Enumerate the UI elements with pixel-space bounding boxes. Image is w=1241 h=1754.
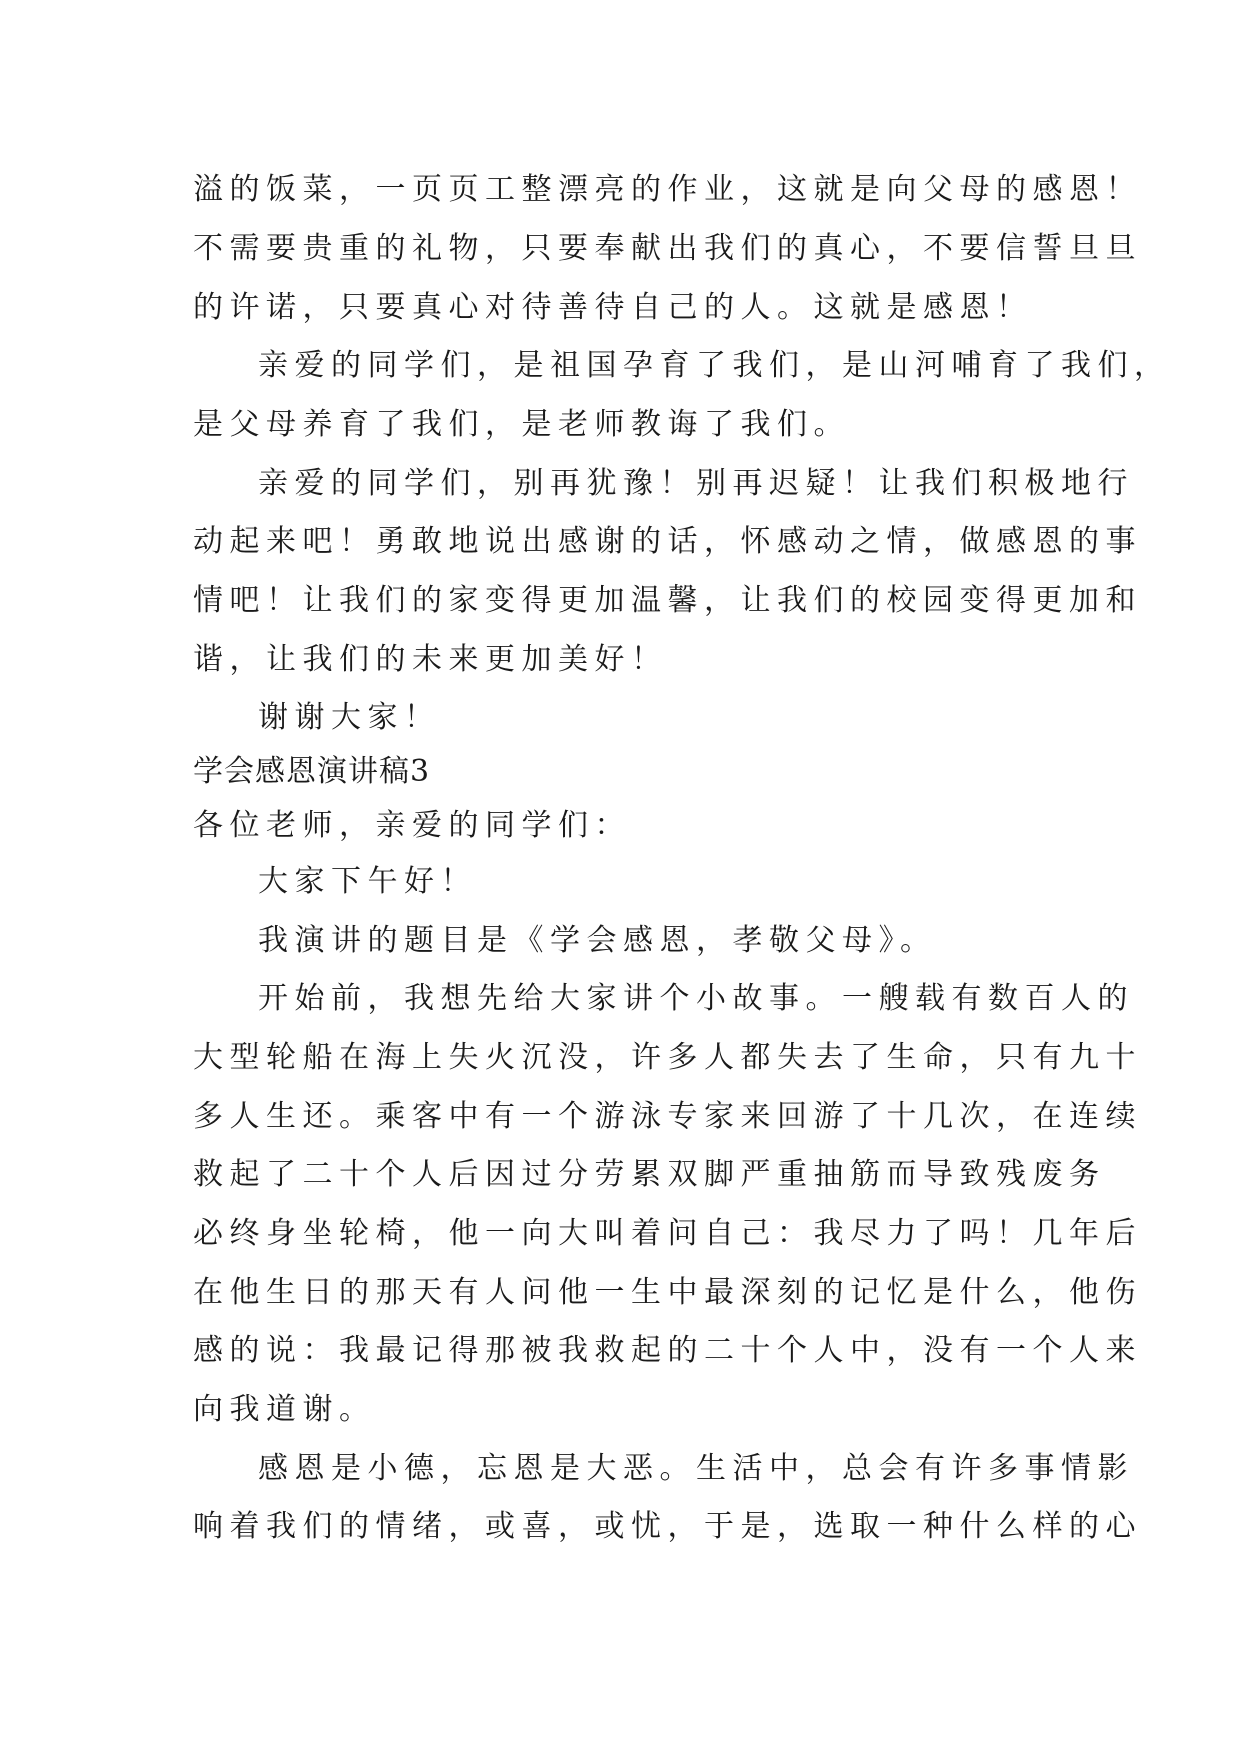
paragraph-start-line: 亲爱的同学们，别再犹豫！别再迟疑！让我们积极地行 (258, 466, 1134, 501)
text-line: 是父母养育了我们，是老师教诲了我们。 (193, 407, 850, 442)
text-line: 大型轮船在海上失火沉没，许多人都失去了生命，只有九十 (193, 1040, 1142, 1075)
paragraph-start-line: 感恩是小德，忘恩是大恶。生活中，总会有许多事情影 (258, 1451, 1134, 1486)
text-line: 谐，让我们的未来更加美好！ (193, 642, 668, 677)
paragraph-start-line: 谢谢大家！ (258, 700, 441, 735)
paragraph-start-line: 开始前，我想先给大家讲个小故事。一艘载有数百人的 (258, 981, 1134, 1016)
text-line: 动起来吧！勇敢地说出感谢的话，怀感动之情，做感恩的事 (193, 524, 1142, 559)
paragraph-start-line: 亲爱的同学们，是祖国孕育了我们，是山河哺育了我们， (258, 348, 1171, 383)
text-line: 必终身坐轮椅，他一向大叫着问自己：我尽力了吗！几年后 (193, 1216, 1142, 1251)
text-line: 溢的饭菜，一页页工整漂亮的作业，这就是向父母的感恩！ (193, 172, 1142, 207)
text-line: 在他生日的那天有人问他一生中最深刻的记忆是什么，他伤 (193, 1275, 1142, 1310)
text-line: 向我道谢。 (193, 1392, 376, 1427)
paragraph-start-line: 我演讲的题目是《学会感恩，孝敬父母》。 (258, 923, 937, 958)
text-line: 的许诺，只要真心对待善待自己的人。这就是感恩！ (193, 290, 1033, 325)
text-line: 感的说：我最记得那被我救起的二十个人中，没有一个人来 (193, 1333, 1142, 1368)
text-line: 救起了二十个人后因过分劳累双脚严重抽筋而导致残废务 (193, 1157, 1106, 1192)
text-line: 不需要贵重的礼物，只要奉献出我们的真心，不要信誓旦旦 (193, 231, 1142, 266)
text-line: 响着我们的情绪，或喜，或忧，于是，选取一种什么样的心 (193, 1509, 1142, 1544)
paragraph-start-line: 大家下午好！ (258, 864, 477, 899)
section-heading: 学会感恩演讲稿3 (193, 754, 431, 789)
text-line: 情吧！让我们的家变得更加温馨，让我们的校园变得更加和 (193, 583, 1142, 618)
text-line: 多人生还。乘客中有一个游泳专家来回游了十几次，在连续 (193, 1099, 1142, 1134)
salutation-line: 各位老师，亲爱的同学们： (193, 808, 631, 843)
